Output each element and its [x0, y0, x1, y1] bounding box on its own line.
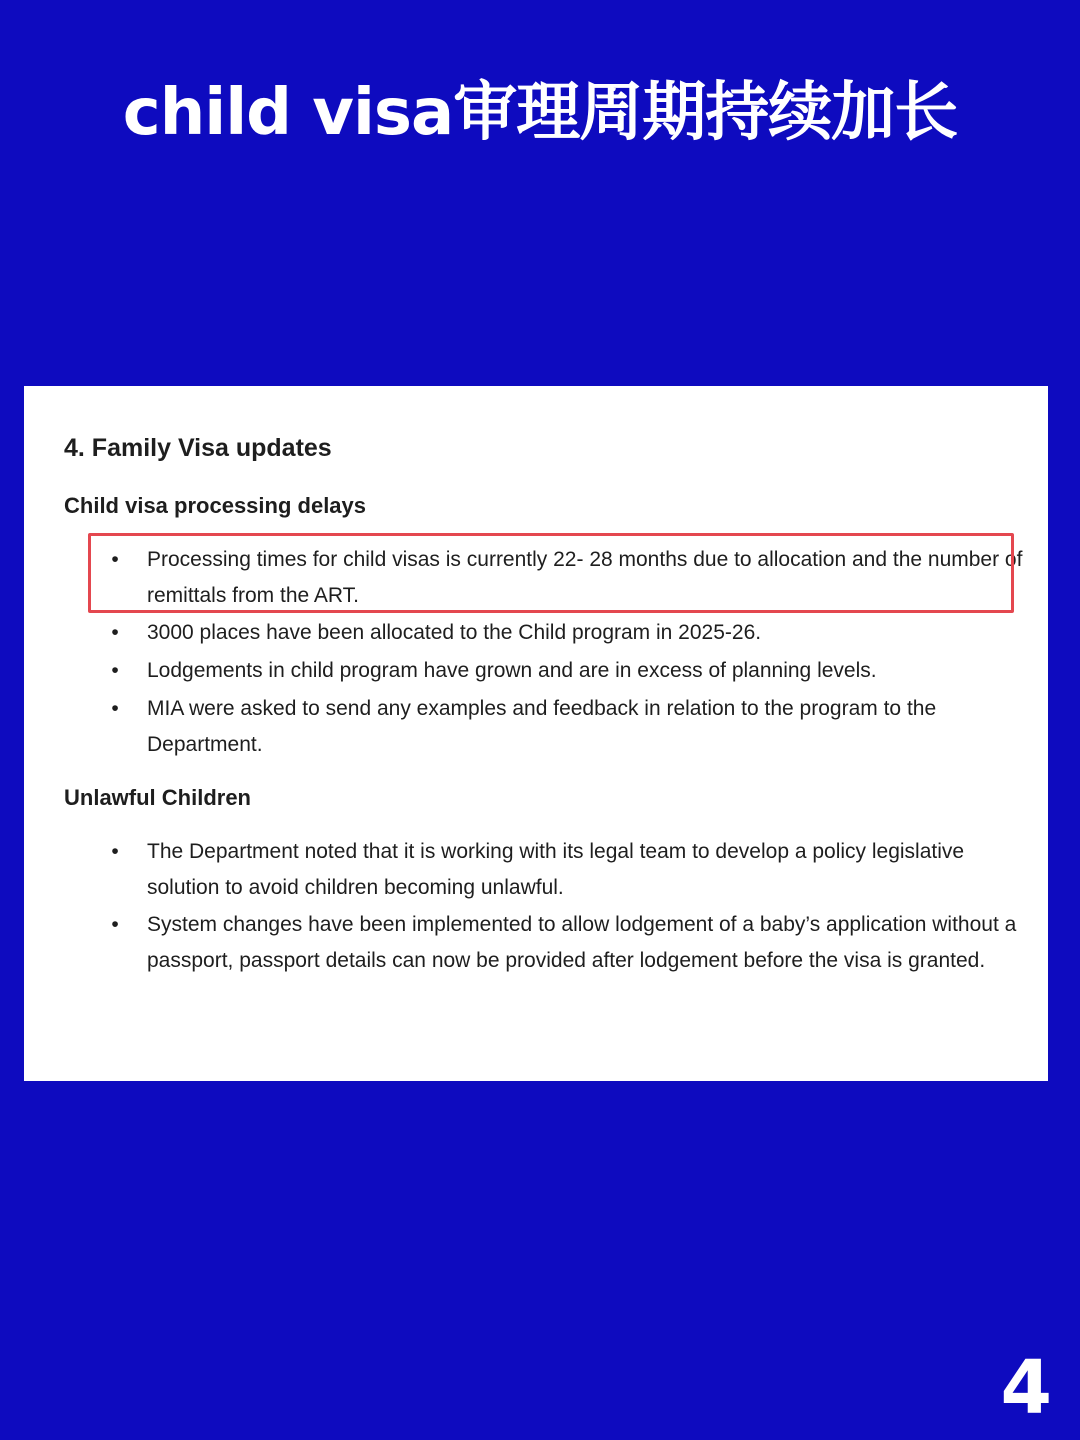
- subheading-unlawful-children: Unlawful Children: [64, 785, 251, 810]
- bullet-icon: •: [111, 697, 119, 720]
- highlight-box: [88, 533, 1014, 613]
- bullet-icon: •: [111, 659, 119, 682]
- list-item-text: The Department noted that it is working with its legal team to develop a policy legislative solution to avoid children becoming unlawful.: [147, 840, 965, 899]
- subheading-child-visa-delays: Child visa processing delays: [64, 493, 367, 518]
- bullet-icon: •: [111, 913, 119, 936]
- document-screenshot: [24, 386, 1048, 1081]
- list-item-text: MIA were asked to send any examples and feedback in relation to the program to the Department.: [147, 697, 937, 756]
- list-item-text: 3000 places have been allocated to the Child program in 2025-26.: [147, 621, 762, 644]
- list-item-text: Processing times for child visas is currently 22- 28 months due to allocation and the number of remittals from the ART.: [147, 548, 1023, 607]
- slide-title: child visa审理周期持续加长: [122, 76, 958, 150]
- bullet-icon: •: [111, 621, 119, 644]
- list-item-text: Lodgements in child program have grown and are in excess of planning levels.: [147, 659, 877, 682]
- page-number: 4: [1000, 1345, 1052, 1431]
- bullet-icon: •: [111, 840, 119, 863]
- section-heading: 4. Family Visa updates: [64, 434, 332, 462]
- list-item-text: System changes have been implemented to allow lodgement of a baby’s application without a passport, passport details can now be provided after lodgement before the visa is granted.: [147, 913, 1017, 972]
- bullet-icon: •: [111, 548, 119, 571]
